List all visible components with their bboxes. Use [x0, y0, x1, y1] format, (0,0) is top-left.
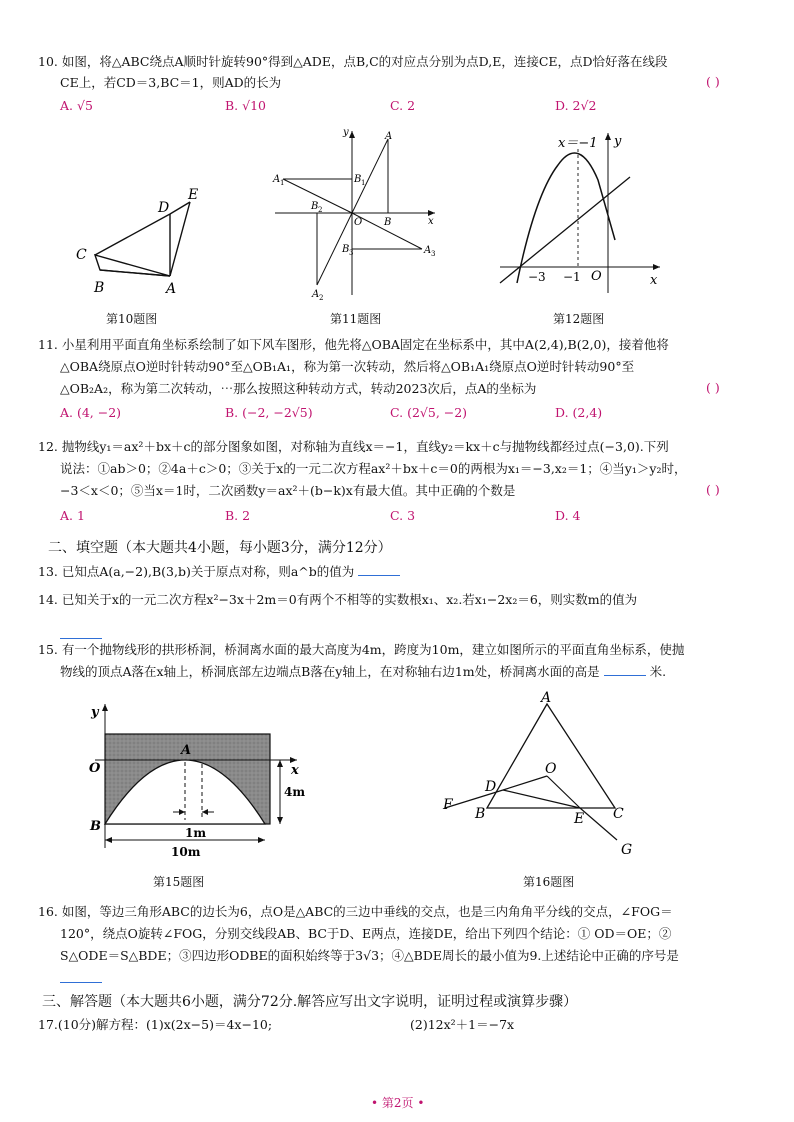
fig10-label-b: B	[94, 280, 105, 296]
q15-line2	[60, 663, 666, 681]
q16-line1: 16. 如图，等边三角形ABC的边长为6，点O是△ABC的三边中垂线的交点，也是三内角角平分线的交点，∠FOG＝	[38, 904, 673, 919]
q12-line1: 12. 抛物线y₁＝ax²＋bx＋c的部分图象如图，对称轴为直线x＝−1，直线y₂＝kx＋c与抛物线都经过点(−3,0).下列	[38, 439, 669, 454]
fig16-label-f: F	[443, 797, 453, 813]
q10-line1: 10. 如图，将△ABC绕点A顺时针旋转90°得到△ADE，点B,C的对应点分别为点D,E，连接CE，点D恰好落在线段	[38, 54, 668, 69]
figure-12	[495, 125, 670, 305]
caption-fig16: 第16题图	[523, 875, 575, 889]
q10-option-b: B. √10	[225, 98, 267, 113]
q17-part1: 17.(10分)解方程：(1)x(2x−5)＝4x−10;	[38, 1017, 273, 1032]
fig11-label-a1-sub: 1	[280, 179, 285, 187]
fig16-label-c: C	[613, 806, 624, 822]
q10-option-d: D. 2√2	[555, 98, 597, 113]
q11-line2: △OBA绕原点O逆时针转动90°至△OB₁A₁，称为第一次转动，然后将△OB₁A₁绕原点O逆时针转动90°至	[60, 359, 635, 374]
fig11-label-a2-sub: 2	[319, 294, 324, 302]
q11-paren: ( )	[706, 380, 720, 395]
q12-option-a: A. 1	[60, 508, 85, 523]
q15-unit: 米.	[649, 664, 667, 679]
q11-line1: 11. 小星利用平面直角坐标系绘制了如下风车图形，他先将△OBA固定在坐标系中，其中A(2,4),B(2,0)，接着他将	[38, 337, 669, 352]
fig12-label-o: O	[591, 269, 602, 284]
fig11-label-b: B	[384, 217, 392, 228]
q10-option-c: C. 2	[390, 98, 416, 113]
fig11-label-a: A	[385, 131, 393, 142]
q14-line: 14. 已知关于x的一元二次方程x²−3x＋2m＝0有两个不相等的实数根x₁、x₂.若x₁−2x₂＝6，则实数m的值为	[38, 592, 638, 607]
fig11-label-o: O	[354, 217, 363, 228]
q16-line3: S△ODE＝S△BDE；③四边形ODBE的面积始终等于3√3；④△BDE周长的最小值为9.上述结论中正确的序号是	[60, 948, 679, 963]
page-footer: • 第2页 •	[371, 1096, 425, 1110]
fig11-label-b2: B	[311, 201, 319, 212]
q13-text: 13. 已知点A(a,−2),B(3,b)关于原点对称，则a^b的值为	[38, 564, 355, 579]
figure-11	[265, 125, 450, 305]
q12-option-d: D. 4	[555, 508, 581, 523]
section-2-heading: 二、填空题（本大题共4小题，每小题3分，满分12分）	[48, 540, 392, 556]
q11-line3: △OB₂A₂，称为第二次转动，⋯那么按照这种转动方式，转动2023次后，点A的坐标为	[60, 381, 537, 396]
q15-answer-blank[interactable]	[604, 663, 646, 676]
fig10-label-a: A	[166, 281, 177, 297]
q12-option-b: B. 2	[225, 508, 251, 523]
fig12-label-m3: −3	[528, 270, 546, 284]
fig16-label-e: E	[574, 811, 585, 827]
fig12-label-m1: −1	[563, 270, 581, 284]
q13-answer-blank[interactable]	[358, 563, 400, 576]
fig12-label-y: y	[614, 134, 622, 149]
fig11-label-a3-sub: 3	[431, 250, 436, 258]
caption-fig15: 第15题图	[153, 875, 205, 889]
fig16-label-o: O	[545, 761, 557, 777]
q10-option-a: A. √5	[60, 98, 93, 113]
fig11-label-b1-sub: 1	[361, 179, 366, 187]
fig11-label-a2: A	[312, 289, 320, 300]
fig15-label-10m: 10m	[171, 845, 201, 859]
fig10-label-c: C	[76, 247, 87, 263]
fig15-label-y: y	[91, 705, 99, 720]
q12-line2: 说法：①ab＞0；②4a＋c＞0；③关于x的一元二次方程ax²＋bx＋c＝0的两根为x₁＝−3,x₂＝1；④当y₁＞y₂时，	[60, 461, 687, 476]
fig12-label-x: x	[650, 273, 658, 288]
fig15-label-x: x	[291, 763, 299, 778]
q12-line3: −3＜x＜0；⑤当x＝1时，二次函数y＝ax²＋(b−k)x有最大值。其中正确的个数是	[60, 483, 516, 498]
caption-fig10: 第10题图	[106, 312, 158, 326]
q15-line1: 15. 有一个抛物线形的拱形桥洞，桥洞离水面的最大高度为4m，跨度为10m，建立如图所示的平面直角坐标系，使抛	[38, 642, 685, 657]
section-3-heading: 三、解答题（本大题共6小题，满分72分.解答应写出文字说明，证明过程或演算步骤）	[42, 994, 578, 1010]
fig11-label-y: y	[343, 127, 349, 138]
q10-paren: ( )	[706, 74, 720, 89]
fig11-label-a1: A	[273, 174, 281, 185]
q11-option-a: A. (4, −2)	[60, 405, 122, 420]
q12-paren: ( )	[706, 482, 720, 497]
q13-line	[38, 563, 400, 581]
fig16-label-d: D	[485, 779, 497, 795]
fig11-label-b3-sub: 3	[349, 249, 354, 257]
fig11-label-a3: A	[424, 245, 432, 256]
fig16-label-g: G	[621, 842, 633, 858]
figure-15	[85, 698, 315, 863]
q11-option-c: C. (2√5, −2)	[390, 405, 468, 420]
caption-fig11: 第11题图	[330, 312, 382, 326]
fig15-label-b: B	[90, 819, 101, 834]
q11-option-b: B. (−2, −2√5)	[225, 405, 313, 420]
fig12-label-axis: x＝−1	[558, 136, 598, 151]
fig11-label-b1: B	[354, 174, 362, 185]
q11-option-d: D. (2,4)	[555, 405, 603, 420]
q15-text: 物线的顶点A落在x轴上，桥洞底部左边端点B落在y轴上，在对称轴右边1m处，桥洞离水面的高是	[60, 664, 600, 679]
fig10-label-e: E	[188, 187, 199, 203]
q16-line2: 120°，绕点O旋转∠FOG，分别交线段AB、BC于D、E两点，连接DE，给出下列四个结论：① OD＝OE；②	[60, 926, 672, 941]
q10-line2: CE上，若CD＝3,BC＝1，则AD的长为	[60, 75, 282, 90]
fig11-label-x: x	[428, 216, 434, 227]
fig11-label-b3: B	[342, 244, 350, 255]
figure-16	[435, 690, 650, 860]
q17-part2: (2)12x²＋1＝−7x	[410, 1017, 515, 1032]
fig15-label-a: A	[181, 743, 192, 758]
fig16-label-a: A	[541, 690, 552, 706]
fig11-label-b2-sub: 2	[318, 206, 323, 214]
fig15-label-height: 4m	[284, 785, 306, 799]
figure-10	[70, 180, 210, 300]
fig15-label-1m: 1m	[185, 826, 207, 840]
q12-option-c: C. 3	[390, 508, 416, 523]
q16-answer-blank[interactable]	[60, 968, 102, 987]
fig15-label-o: O	[89, 761, 101, 776]
fig10-label-d: D	[158, 200, 170, 216]
caption-fig12: 第12题图	[553, 312, 605, 326]
fig16-label-b: B	[475, 806, 486, 822]
